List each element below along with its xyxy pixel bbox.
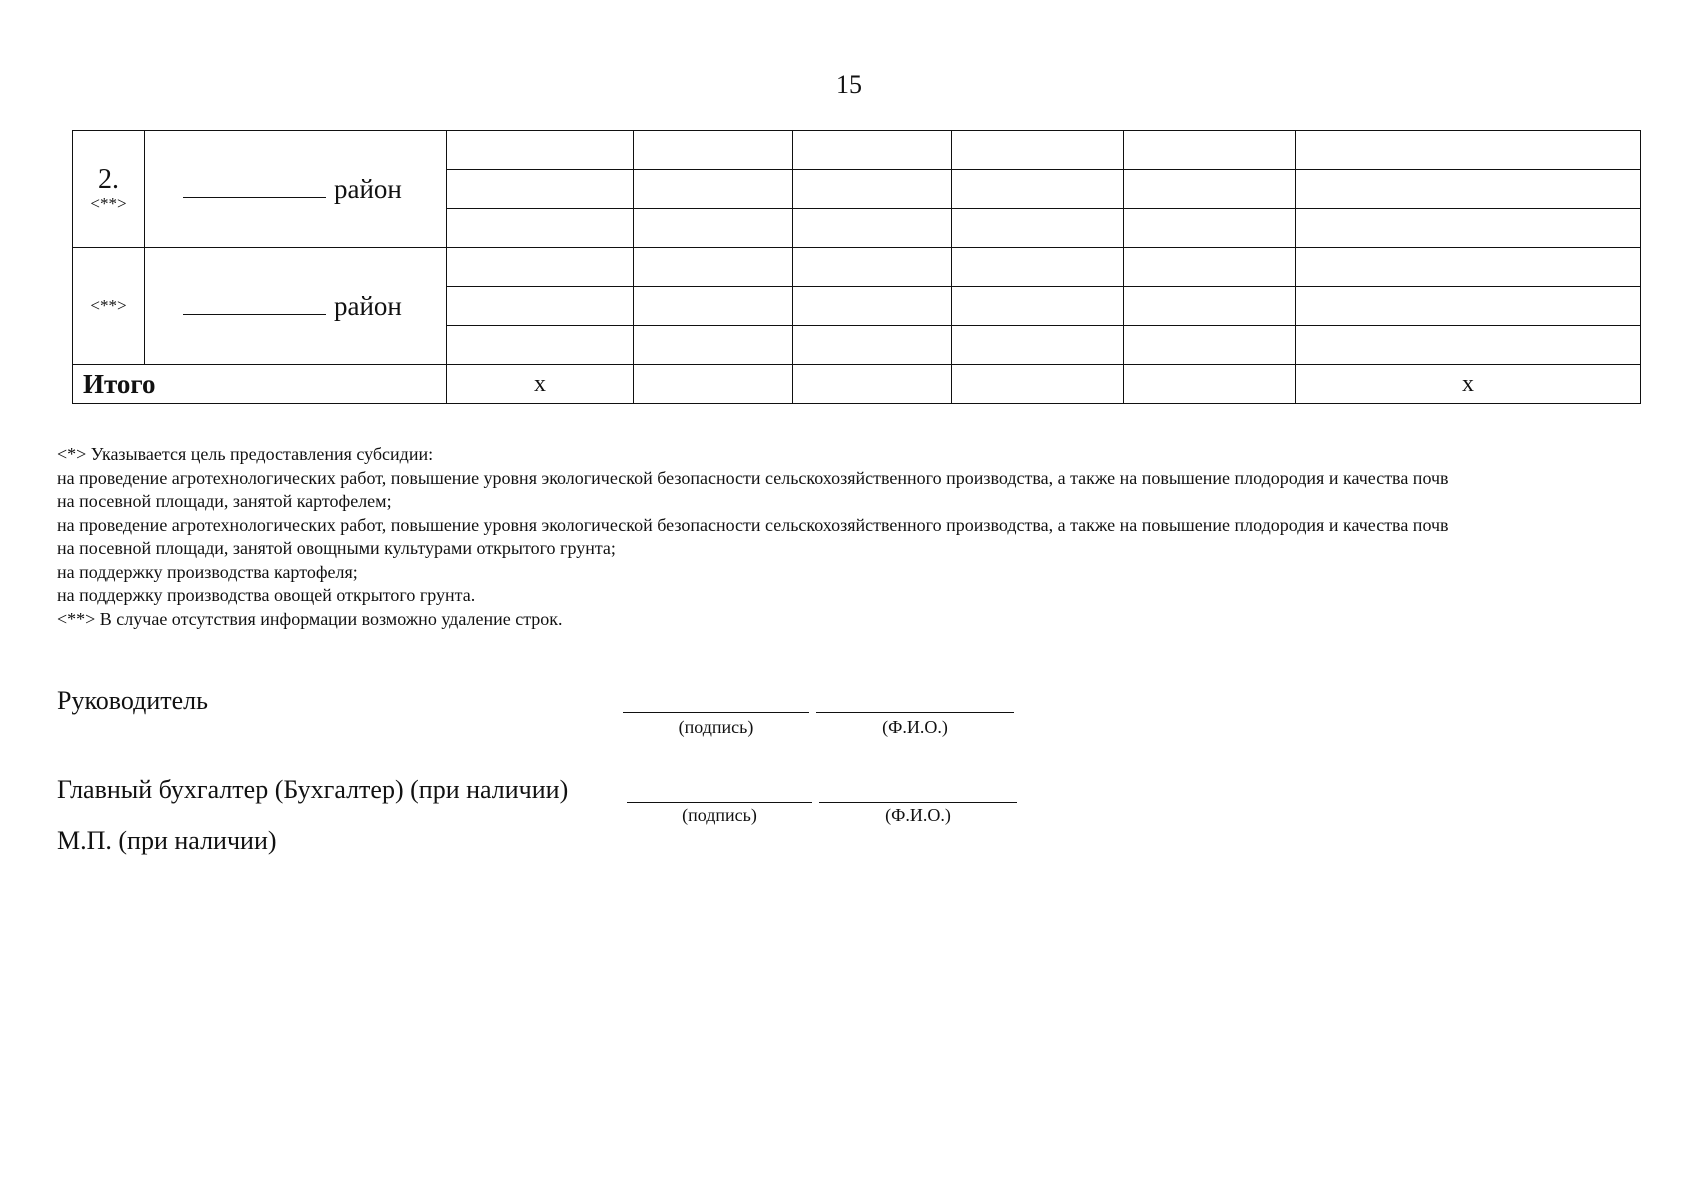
footnote-line: <**> В случае отсутствия информации возможно удаление строк. (57, 608, 563, 629)
table-cell (447, 131, 634, 170)
table-cell (793, 170, 952, 209)
footnote-line: на посевной площади, занятой картофелем; (57, 491, 392, 511)
table-cell (1296, 326, 1641, 365)
head-name-field[interactable] (816, 712, 1014, 713)
footnote-line: на проведение агротехнологических работ, повышение уровня экологической безопасности сельскохозяйственного производства, а также на повышение плодородия и качества почв (57, 514, 1449, 535)
table-cell (634, 365, 793, 404)
table-cell (1124, 131, 1296, 170)
row-number: 2. (98, 164, 119, 196)
district-label: район (334, 173, 402, 204)
table-cell (793, 326, 952, 365)
table-cell (1124, 248, 1296, 287)
accountant-name-caption: (Ф.И.О.) (885, 805, 951, 825)
table-cell (952, 131, 1124, 170)
table-cell (447, 170, 634, 209)
total-row (73, 365, 1641, 404)
district-name-cell (145, 131, 447, 248)
table-cell (1124, 326, 1296, 365)
table-cell (793, 131, 952, 170)
row-number-cell (73, 248, 145, 365)
accountant-label: Главный бухгалтер (Бухгалтер) (при наличии) (57, 775, 569, 804)
table-cell (793, 287, 952, 326)
table-cell (1124, 365, 1296, 404)
table-cell (952, 365, 1124, 404)
footnote-line: на проведение агротехнологических работ, повышение уровня экологической безопасности сельскохозяйственного производства, а также на повышение плодородия и качества почв (57, 467, 1449, 488)
table-cell (1296, 287, 1641, 326)
table-cell (634, 209, 793, 248)
table-cell (447, 248, 634, 287)
total-label: Итого (73, 365, 447, 404)
head-name-caption: (Ф.И.О.) (882, 717, 948, 737)
head-signature-field[interactable] (623, 712, 809, 713)
table-cell (1296, 248, 1641, 287)
subsidy-table (72, 130, 1641, 404)
head-label: Руководитель (57, 686, 208, 715)
table-cell (1296, 209, 1641, 248)
accountant-name-field[interactable] (819, 802, 1017, 803)
table-cell (447, 209, 634, 248)
table-cell (634, 287, 793, 326)
table-cell (952, 248, 1124, 287)
footnotes (57, 443, 1657, 631)
table-row (73, 248, 1641, 287)
table-cell (793, 248, 952, 287)
district-name-cell (145, 248, 447, 365)
table-row (73, 131, 1641, 170)
table-cell (793, 209, 952, 248)
table-cell (1296, 170, 1641, 209)
table-cell (952, 170, 1124, 209)
total-mark-first: x (447, 365, 634, 404)
total-mark-last: x (1296, 365, 1641, 404)
page-number: 15 (836, 70, 862, 99)
table-cell (952, 287, 1124, 326)
table-cell (634, 326, 793, 365)
table-cell (952, 326, 1124, 365)
table-cell (634, 248, 793, 287)
table-cell (447, 326, 634, 365)
row-number-cell (73, 131, 145, 248)
footnote-line: на посевной площади, занятой овощными культурами открытого грунта; (57, 538, 616, 558)
footnote-line: <*> Указывается цель предоставления субсидии: (57, 444, 434, 464)
table-cell (634, 131, 793, 170)
head-signature-caption: (подпись) (678, 717, 754, 737)
district-blank-line (183, 292, 326, 315)
table-cell (952, 209, 1124, 248)
table-cell (1124, 287, 1296, 326)
footnote-line: на поддержку производства картофеля; (57, 561, 358, 582)
district-label: район (334, 290, 402, 321)
stamp-label: М.П. (при наличии) (57, 826, 277, 855)
footnote-line: на поддержку производства овощей открытого грунта. (57, 585, 476, 605)
table-cell (1296, 131, 1641, 170)
table-cell (447, 287, 634, 326)
table-cell (634, 170, 793, 209)
table-cell (1124, 170, 1296, 209)
table-cell (793, 365, 952, 404)
district-blank-line (183, 175, 326, 198)
table-cell (1124, 209, 1296, 248)
row-note: <**> (90, 193, 127, 213)
row-note: <**> (90, 296, 127, 316)
accountant-signature-caption: (подпись) (682, 805, 757, 825)
accountant-signature-field[interactable] (627, 802, 812, 803)
